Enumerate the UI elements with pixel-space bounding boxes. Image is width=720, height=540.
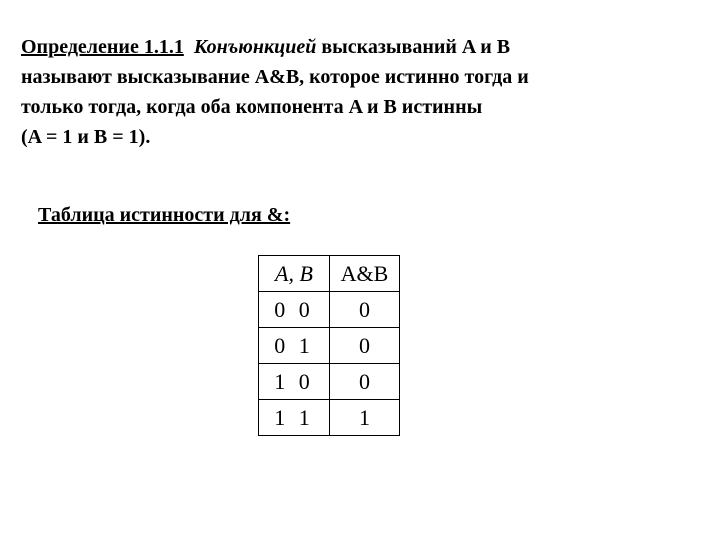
definition-line-2: называют высказывание A&B, которое истинно тогда и [21, 66, 529, 88]
table-cell-result: 0 [330, 364, 400, 400]
definition-term: Определение 1.1.1 [21, 36, 184, 58]
header-result: A&B [330, 256, 400, 292]
definition-text [21, 32, 701, 152]
definition-line-3: только тогда, когда оба компонента A и B истинны [21, 96, 483, 118]
table-cell-inputs: 0 0 [259, 292, 330, 328]
table-cell-inputs: 0 1 [259, 328, 330, 364]
table-row [259, 400, 400, 436]
definition-line-1 [21, 32, 701, 62]
table-cell-result: 1 [330, 400, 400, 436]
table-cell-inputs: 1 0 [259, 364, 330, 400]
definition-keyword: Конъюнкцией [193, 36, 317, 58]
table-row [259, 328, 400, 364]
definition-line-4: (A = 1 и B = 1). [21, 126, 151, 148]
table-row [259, 364, 400, 400]
definition-line-1-rest: высказываний A и B [316, 36, 511, 58]
table-row [259, 292, 400, 328]
truth-table [258, 255, 400, 436]
table-cell-inputs: 1 1 [259, 400, 330, 436]
table-header-row [259, 256, 400, 292]
table-cell-result: 0 [330, 292, 400, 328]
table-cell-result: 0 [330, 328, 400, 364]
header-inputs: A, B [259, 256, 330, 292]
table-caption: Таблица истинности для &: [38, 204, 291, 226]
